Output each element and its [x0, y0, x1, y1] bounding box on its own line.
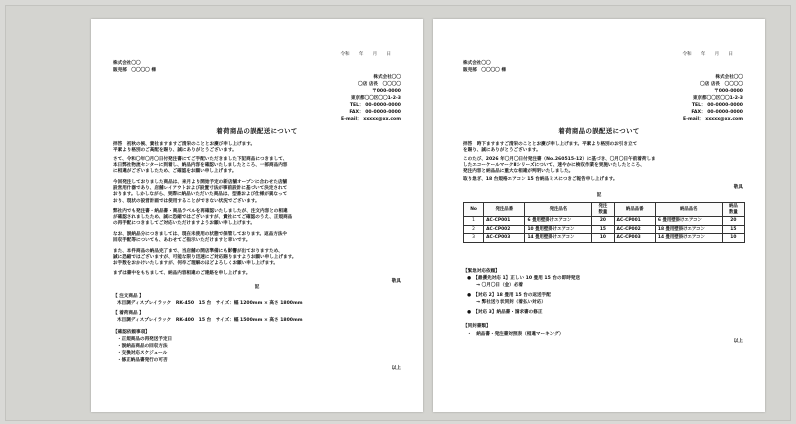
table-cell: AC-CP003 — [614, 234, 655, 243]
table-cell: 10 畳用壁掛けエアコン — [525, 225, 592, 234]
column-header: 発注 数量 — [592, 203, 614, 217]
attachment-item: ・ 納品書・発注書対照表（相違マーキング） — [467, 332, 564, 337]
table-cell: 2 — [464, 225, 484, 234]
table-cell: AC-CP001 — [484, 217, 525, 226]
table-cell: 10 — [722, 234, 744, 243]
table-row — [464, 225, 745, 234]
urgent-header: 【緊急対応依頼】 — [463, 269, 500, 274]
urgent-item: ● 【対応 2】18 畳用 15 台の返送手配 — [467, 293, 551, 298]
table-cell: 10 — [592, 234, 614, 243]
sender-email: E-mail： xxxxx@xx.com — [340, 117, 401, 122]
body-paragraph-2: 取り急ぎ、18 台規格エアコン 15 台納品ミスにつきご報告申し上げます。 — [463, 177, 618, 182]
sender-zip: 〒000-0000 — [372, 89, 401, 94]
ki-heading: 記 — [596, 193, 602, 198]
greeting: 拝啓 時下ますますご清栄のこととお慶び申し上げます。平素より格別のお引き立て を賜り、誠にありがとうございます。 — [463, 142, 638, 154]
delivered-header: 【 着荷商品 】 — [113, 311, 144, 316]
urgent-item: ● 【最優先対応 1】正しい 10 畳用 15 台の即時発送 — [467, 276, 580, 281]
keigu: 敬具 — [391, 279, 401, 284]
date: 令和 年 月 日 — [682, 52, 733, 57]
body-paragraph-5: また、本件商品の納品完了まで、当店舗の開店準備にも影響が出ておりますため、 誠に恐縮ではございますが、可能な限り迅速にご対応賜りますようお願い申し上げます。 お手数をおかけいたしますが、何卒ご理解のほどよろしくお願い申し上げます。 — [113, 249, 297, 267]
column-header: 納品 数量 — [722, 203, 744, 217]
table-header-row — [464, 203, 745, 217]
ijo: 以上 — [733, 339, 743, 344]
sender-fax: FAX： 00-0000-0000 — [691, 110, 743, 115]
sender-fax: FAX： 00-0000-0000 — [349, 110, 401, 115]
table-cell: 18 畳用壁掛けエアコン — [655, 225, 722, 234]
body-paragraph-1: さて、令和〇年〇月〇日付発注書にてご手配いただきました下記商品につきまして、 本日弊社物流センターに到着し、納品内容を確認いたしましたところ、一部商品内容 に相違がございましたため、ご確認をお願い申し上げます。 — [113, 157, 288, 175]
table-cell: AC-CP002 — [614, 225, 655, 234]
keigu: 敬具 — [733, 185, 743, 190]
body-paragraph-2: 今回発注しておりました商品は、来月より開始予定の新店舗オープンに合わせた店舗 設営用什器であり、店舗レイアウトおよび設置寸法が事前設計に基づいて決定されて おります。しかしながら、実際に納品いただいた商品は、型番および仕様が異なって おり、現状の設営計画では使用することができない状況でございます。 — [113, 180, 288, 204]
order-header: 【 注文商品 】 — [113, 294, 144, 299]
table-cell: 20 — [592, 217, 614, 226]
table-cell: 20 — [722, 217, 744, 226]
sender-tel: TEL： 00-0000-0000 — [691, 103, 743, 108]
confirm-item: ・正規商品の再発送予定日 — [117, 337, 173, 342]
document-page-2 — [433, 19, 765, 412]
table-cell: 3 — [464, 234, 484, 243]
column-header: 納品品名 — [655, 203, 722, 217]
table-cell: 15 — [722, 225, 744, 234]
urgent-item: → 弊社送り状同封（着払い対応） — [467, 300, 546, 305]
document-title: 着荷商品の誤配送について — [558, 127, 640, 135]
recipient-dept: 販売部 〇〇〇〇 様 — [113, 68, 156, 73]
table-cell: AC-CP002 — [484, 225, 525, 234]
sender-zip: 〒000-0000 — [714, 89, 743, 94]
column-header: 発注品番 — [484, 203, 525, 217]
sender-address: 東京都〇〇区〇〇1-2-3 — [692, 96, 743, 101]
table-cell: 6 畳用壁掛けエアコン — [655, 217, 722, 226]
column-header: No — [464, 203, 484, 217]
recipient-dept: 販売部 〇〇〇〇 様 — [463, 68, 506, 73]
sender-company: 株式会社〇〇 — [373, 75, 401, 80]
confirm-item: ・誤納品商品の回収方法 — [117, 344, 168, 349]
table-row — [464, 217, 745, 226]
greeting: 拝啓 初秋の候、貴社ますますご清栄のこととお慶び申し上げます。 平素より格別のご高配を賜り、誠にありがとうございます。 — [113, 142, 256, 154]
ki-heading: 記 — [254, 285, 260, 290]
confirm-header: 【確認依頼事項】 — [113, 330, 150, 335]
table-cell: 15 — [592, 225, 614, 234]
sender-email: E-mail： xxxxx@xx.com — [682, 117, 743, 122]
date: 令和 年 月 日 — [340, 52, 391, 57]
urgent-item: → 〇月〇日（金）必着 — [467, 283, 523, 288]
comparison-table — [463, 202, 745, 243]
delivered-item: 木目調ディスプレイラック RK-400 15 台 サイズ：幅 1500mm × 高さ 1800mm — [117, 318, 303, 323]
recipient-company: 株式会社〇〇 — [463, 61, 491, 66]
confirm-item: ・修正納品書発行の可否 — [117, 358, 168, 363]
document-title: 着荷商品の誤配送について — [216, 127, 298, 135]
urgent-item: ● 【対応 3】納品書・請求書の修正 — [467, 310, 543, 315]
order-item: 木目調ディスプレイラック RK-450 15 台 サイズ：幅 1200mm × 高さ 1800mm — [117, 301, 303, 306]
table-cell: 1 — [464, 217, 484, 226]
body-paragraph-4: なお、誤納品分につきましては、現在未使用の状態で保管しております。返品方法や 回収手配等についても、あわせてご指示いただけますと幸いです。 — [113, 232, 288, 244]
table-row — [464, 234, 745, 243]
body-paragraph-3: 弊社内でも発注書・納品書・商品ラベルを再確認いたしましたが、注文内容との相違 が確認されましたため、誠に恐縮ではございますが、貴社にてご確認のうえ、正規商品 の再手配につきましてご対応いただけますようお願い申し上げます。 — [113, 209, 293, 227]
table-cell: 14 畳用壁掛けエアコン — [655, 234, 722, 243]
table-cell: AC-CP001 — [614, 217, 655, 226]
body-paragraph-1: このたび、2026 年〇月〇日付発注書（No.260515-12）に基づき、〇月〇日午前着荷しま したエコーケールマークⅡシリーズについて、速やかに検収作業を実施いたしたところ、 発注内容と納品品に重大な相違が判明いたしました。 — [463, 157, 656, 175]
attachment-header: 【同封書類】 — [463, 324, 491, 329]
sender-company: 株式会社〇〇 — [715, 75, 743, 80]
sender-name: 〇店 店長 〇〇〇〇 — [700, 82, 743, 87]
sender-address: 東京都〇〇区〇〇1-2-3 — [350, 96, 401, 101]
closing-line: まずは書中をもちまして、納品内容相違のご連絡を申し上げます。 — [113, 271, 251, 276]
sender-name: 〇店 店長 〇〇〇〇 — [358, 82, 401, 87]
recipient-company: 株式会社〇〇 — [113, 61, 141, 66]
ijo: 以上 — [391, 366, 401, 371]
table-cell: 6 畳用壁掛けエアコン — [525, 217, 592, 226]
column-header: 発注品名 — [525, 203, 592, 217]
sender-tel: TEL： 00-0000-0000 — [349, 103, 401, 108]
table-cell: 14 畳用壁掛けエアコン — [525, 234, 592, 243]
confirm-item: ・交換対応スケジュール — [117, 351, 168, 356]
table-cell: AC-CP003 — [484, 234, 525, 243]
column-header: 納品品番 — [614, 203, 655, 217]
document-page-1 — [91, 19, 423, 412]
